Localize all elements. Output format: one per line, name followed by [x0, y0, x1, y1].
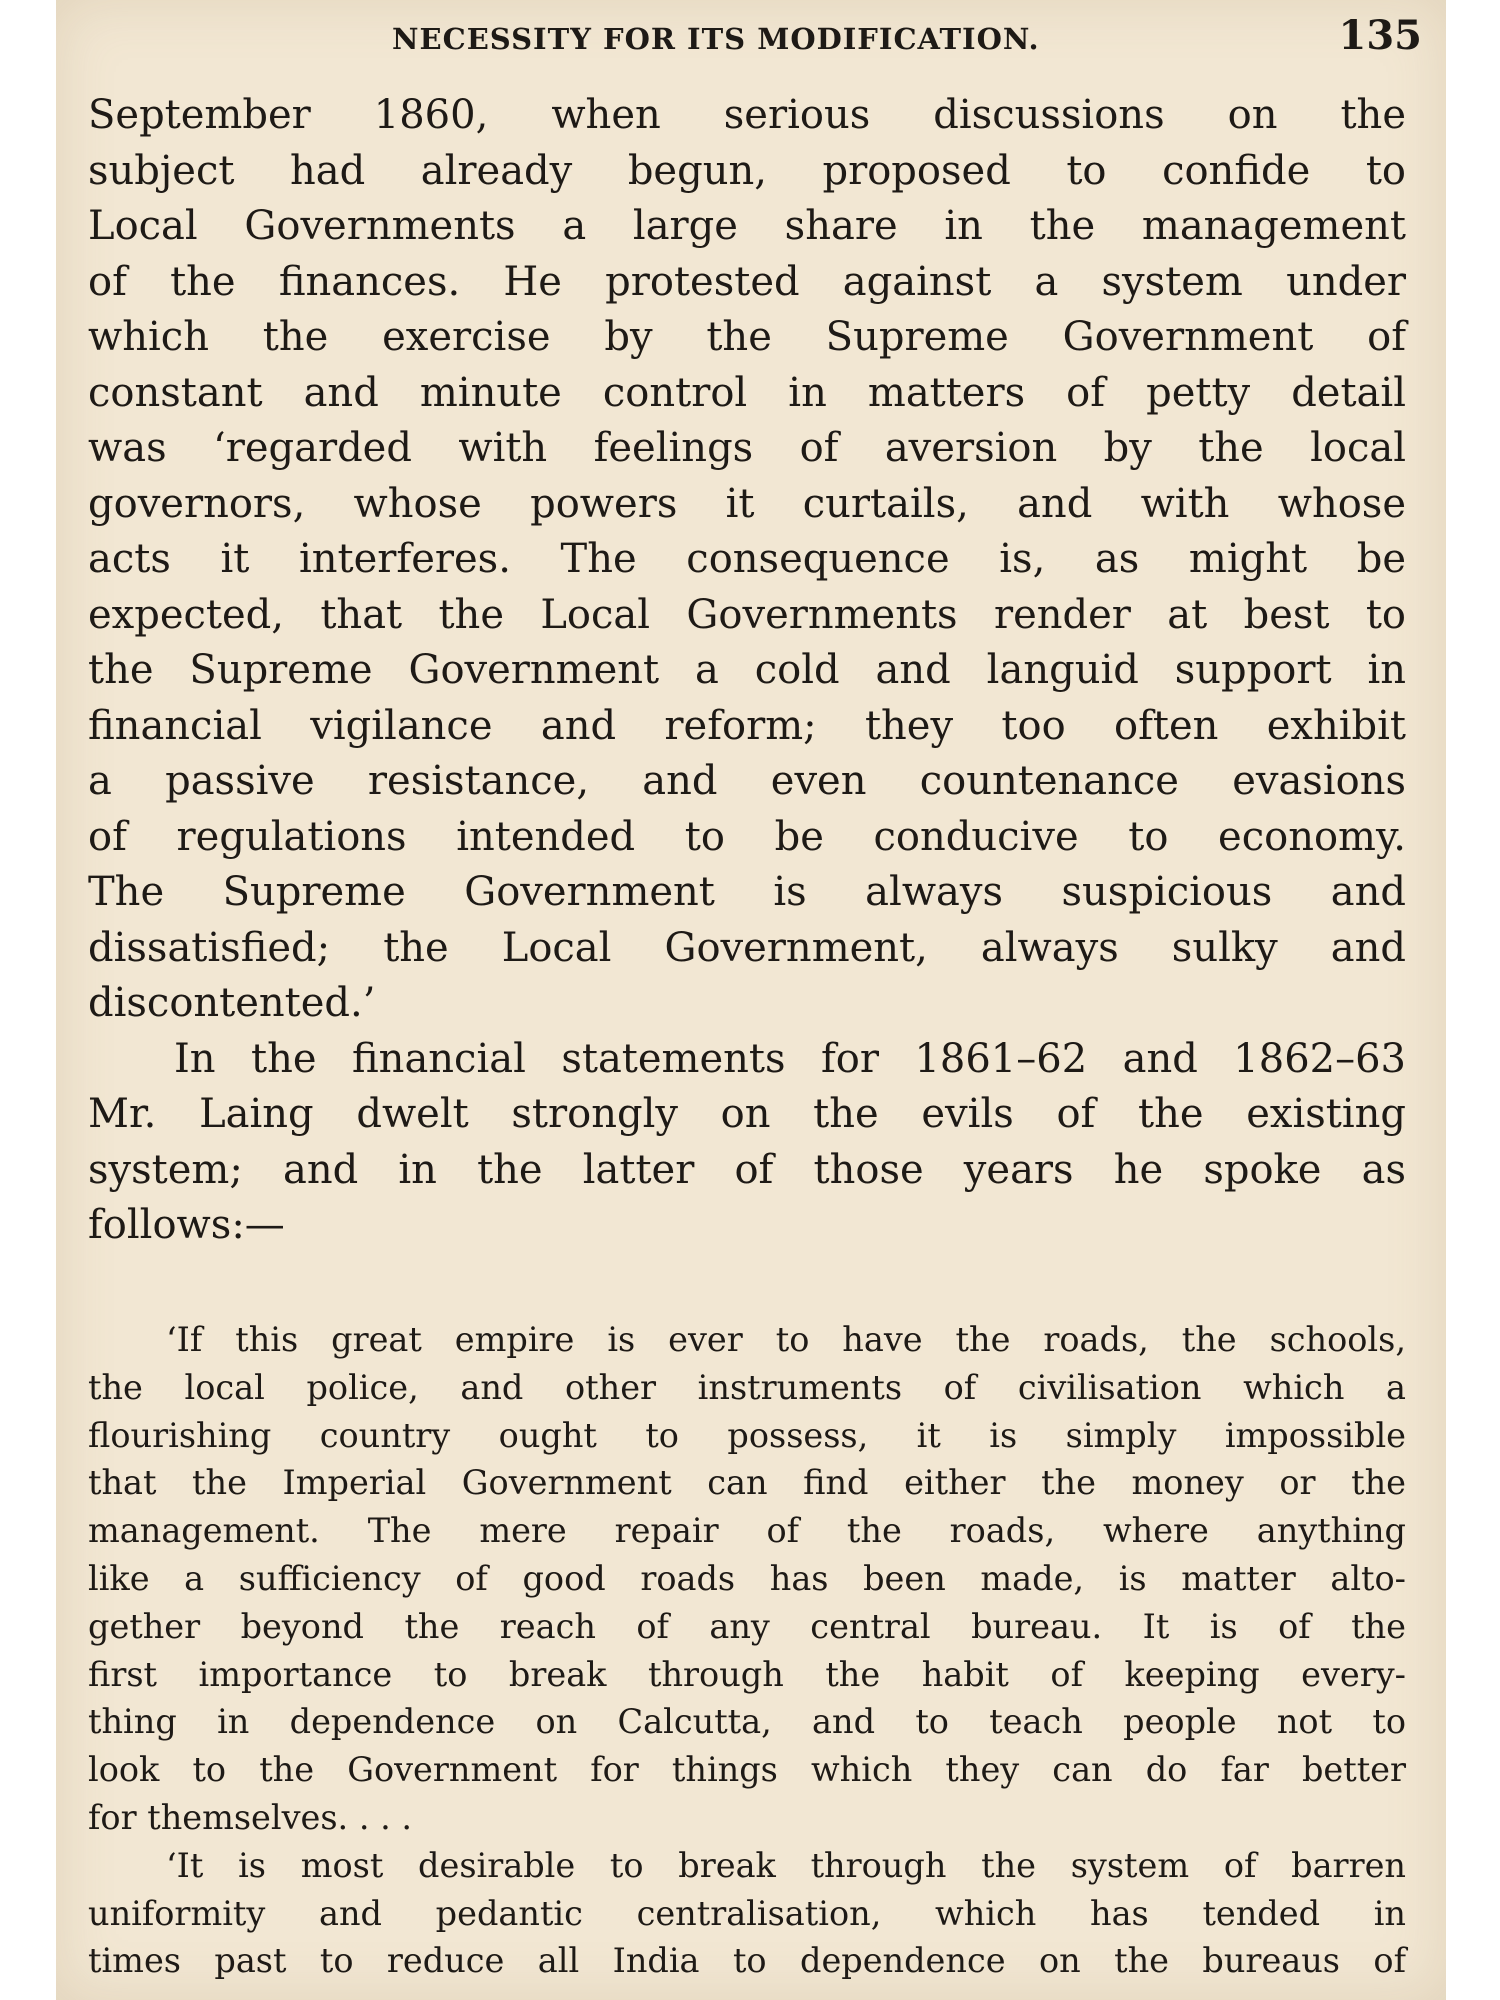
text-line: Mr. Laing dwelt strongly on the evils of the existing: [88, 1091, 1406, 1137]
quote-line: thing in dependence on Calcutta, and to teach people not to: [88, 1702, 1406, 1742]
text-line: the Supreme Government a cold and languid support in: [88, 647, 1406, 693]
quote-line: look to the Government for things which they can do far better: [88, 1750, 1406, 1790]
text-line: which the exercise by the Supreme Government of: [88, 314, 1406, 360]
text-line: subject had already begun, proposed to confide to: [88, 147, 1406, 194]
quote-line: uniformity and pedantic centralisation, which has tended in: [88, 1893, 1406, 1933]
text-line: Local Governments a large share in the management: [88, 203, 1406, 249]
main-text: [88, 88, 1406, 1254]
running-title: NECESSITY FOR ITS MODIFICATION.: [392, 22, 1040, 56]
text-line: constant and minute control in matters of petty detail: [88, 369, 1406, 416]
quote-line: gether beyond the reach of any central bureau. It is of the: [88, 1606, 1406, 1646]
text-line: dissatisfied; the Local Government, always sulky and: [88, 924, 1406, 971]
quote-line: the local police, and other instruments of civilisation which a: [88, 1367, 1406, 1407]
text-line: follows:—: [88, 1202, 285, 1248]
quote-line: flourishing country ought to possess, it is simply impossible: [88, 1415, 1406, 1455]
text-line: financial vigilance and reform; they too often exhibit: [88, 702, 1406, 749]
quote-paragraph-start-line: ‘It is most desirable to break through the system of barren: [166, 1845, 1406, 1885]
block-quote: [88, 1316, 1406, 1985]
quote-line: that the Imperial Government can find either the money or the: [88, 1463, 1406, 1503]
page-header: [56, 12, 1446, 68]
text-line: of regulations intended to be conducive to economy.: [88, 813, 1406, 860]
quote-line: like a sufficiency of good roads has been made, is matter alto-: [88, 1558, 1406, 1598]
quote-line: times past to reduce all India to dependence on the bureaus of: [88, 1941, 1406, 1981]
text-line: system; and in the latter of those years he spoke as: [88, 1146, 1406, 1193]
text-line: acts it interferes. The consequence is, as might be: [88, 536, 1406, 582]
quote-line: management. The mere repair of the roads, where anything: [88, 1511, 1406, 1551]
text-line: discontented.’: [88, 980, 376, 1026]
text-line: September 1860, when serious discussions on the: [88, 92, 1406, 138]
book-page: [56, 0, 1446, 2000]
quote-line: for themselves. . . .: [88, 1797, 413, 1837]
text-line: was ‘regarded with feelings of aversion by the local: [88, 425, 1406, 471]
page-number: 135: [1338, 12, 1422, 59]
text-line: The Supreme Government is always suspicious and: [88, 869, 1406, 915]
text-line: of the finances. He protested against a system under: [88, 258, 1406, 305]
quote-paragraph-start-line: ‘If this great empire is ever to have the roads, the schools,: [166, 1320, 1406, 1359]
text-line: expected, that the Local Governments render at best to: [88, 591, 1406, 638]
paragraph-start-line: In the financial statements for 1861–62 and 1862–63: [174, 1035, 1406, 1082]
text-line: governors, whose powers it curtails, and with whose: [88, 480, 1406, 527]
text-line: a passive resistance, and even countenance evasions: [88, 758, 1406, 804]
quote-line: first importance to break through the habit of keeping every-: [88, 1654, 1406, 1694]
